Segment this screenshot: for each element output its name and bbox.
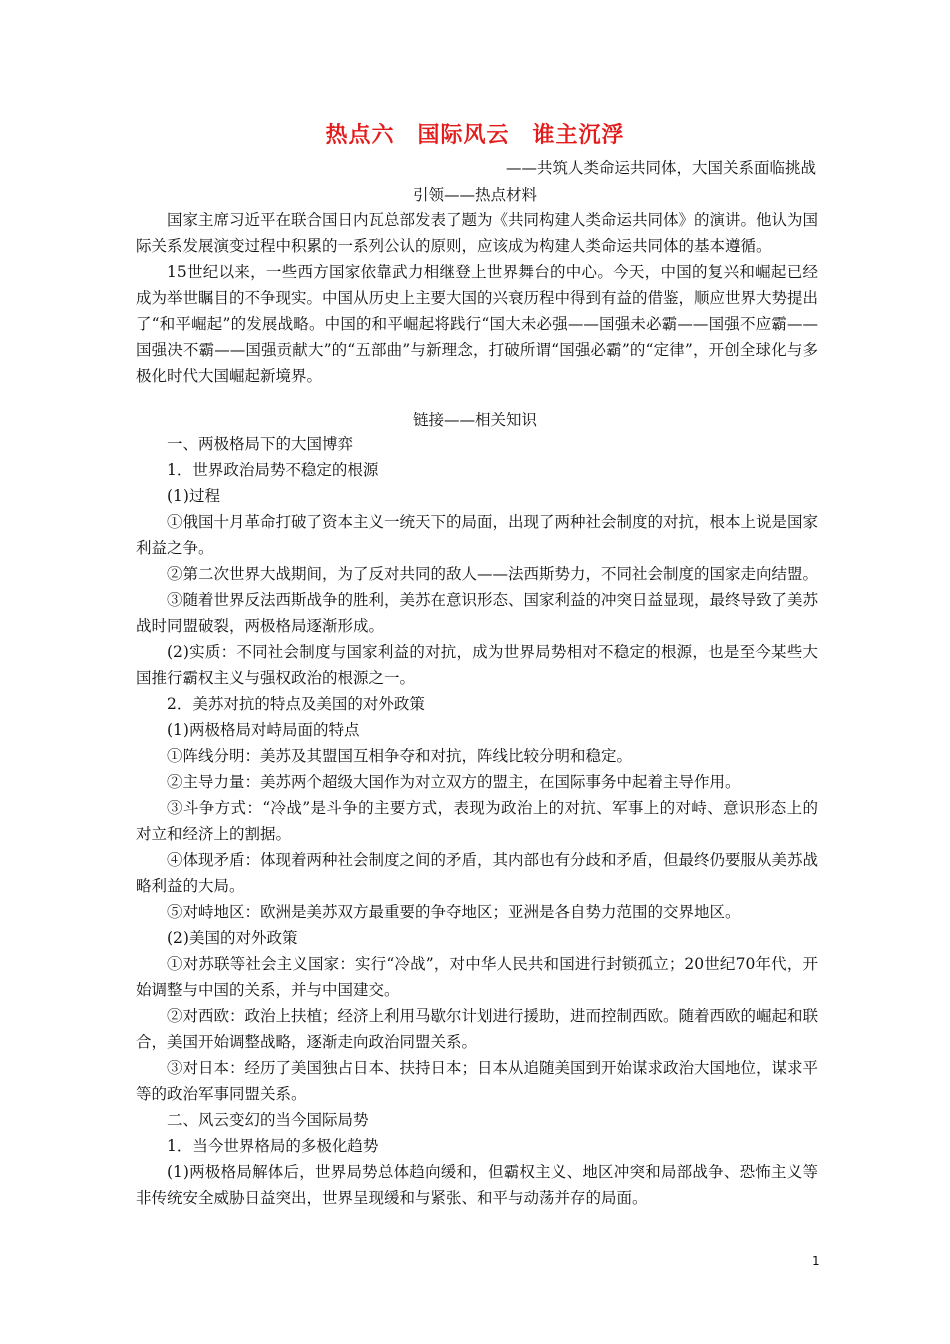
paragraph: (2)实质：不同社会制度与国家利益的对抗，成为世界局势相对不稳定的根源，也是至今某些大国推行霸权主义与强权政治的根源之一。 <box>136 643 818 687</box>
heading-level2: 1．当今世界格局的多极化趋势 <box>167 1137 379 1155</box>
paragraph: ②第二次世界大战期间，为了反对共同的敌人——法西斯势力，不同社会制度的国家走向结盟。 <box>167 565 819 583</box>
paragraph: ④体现矛盾：体现着两种社会制度之间的矛盾，其内部也有分歧和矛盾，但最终仍要服从美苏战略利益的大局。 <box>136 851 819 895</box>
paragraph: (1)两极格局解体后，世界局势总体趋向缓和，但霸权主义、地区冲突和局部战争、恐怖主义等非传统安全威胁日益突出，世界呈现缓和与紧张、和平与动荡并存的局面。 <box>136 1163 818 1207</box>
materials-body <box>136 207 818 389</box>
paragraph: ②主导力量：美苏两个超级大国作为对立双方的盟主，在国际事务中起着主导作用。 <box>167 773 741 791</box>
heading-level3: (1)两极格局对峙局面的特点 <box>167 721 360 739</box>
heading-level2: 1．世界政治局势不稳定的根源 <box>167 461 379 479</box>
heading-level1: 二、风云变幻的当今国际局势 <box>167 1111 369 1129</box>
paragraph: ①对苏联等社会主义国家：实行“冷战”，对中华人民共和国进行封锁孤立；20世纪70年代，开始调整与中国的关系，并与中国建交。 <box>136 955 818 999</box>
document-subtitle: ——共筑人类命运共同体，大国关系面临挑战 <box>505 159 816 177</box>
paragraph: 国家主席习近平在联合国日内瓦总部发表了题为《共同构建人类命运共同体》的演讲。他认为国际关系发展演变过程中积累的一系列公认的原则，应该成为构建人类命运共同体的基本遵循。 <box>136 211 819 255</box>
paragraph: 15世纪以来，一些西方国家依靠武力相继登上世界舞台的中心。今天，中国的复兴和崛起已经成为举世瞩目的不争现实。中国从历史上主要大国的兴衰历程中得到有益的借鉴，顺应世界大势提出了“和平崛起”的发展战略。中国的和平崛起将践行“国大未必强——国强未必霸——国强不应霸——国强决不霸——国强贡献大”的“五部曲”与新理念，打破所谓“国强必霸”的“定律”，开创全球化与多极化时代大国崛起新境界。 <box>136 263 819 385</box>
heading-level3: (2)美国的对外政策 <box>167 929 298 947</box>
paragraph: ③随着世界反法西斯战争的胜利，美苏在意识形态、国家利益的冲突日益显现，最终导致了美苏战时同盟破裂，两极格局逐渐形成。 <box>136 591 819 635</box>
heading-level1: 一、两极格局下的大国博弈 <box>167 435 354 453</box>
paragraph: ③斗争方式：“冷战”是斗争的主要方式，表现为政治上的对抗、军事上的对峙、意识形态上的对立和经济上的割据。 <box>136 799 818 843</box>
document-title: 热点六 国际风云 谁主沉浮 <box>325 123 625 148</box>
paragraph: ⑤对峙地区：欧洲是美苏双方最重要的争夺地区；亚洲是各自势力范围的交界地区。 <box>167 903 741 921</box>
heading-level3: (1)过程 <box>167 487 220 505</box>
paragraph: ①俄国十月革命打破了资本主义一统天下的局面，出现了两种社会制度的对抗，根本上说是国家利益之争。 <box>136 513 819 557</box>
paragraph: ②对西欧：政治上扶植；经济上利用马歇尔计划进行援助，进而控制西欧。随着西欧的崛起和联合，美国开始调整战略，逐渐走向政治同盟关系。 <box>136 1007 819 1051</box>
page-number: 1 <box>812 1254 820 1268</box>
section-heading-knowledge: 链接——相关知识 <box>412 411 537 429</box>
heading-level2: 2．美苏对抗的特点及美国的对外政策 <box>167 695 425 713</box>
section-heading-materials: 引领——热点材料 <box>412 186 537 204</box>
paragraph: ③对日本：经历了美国独占日本、扶持日本；日本从追随美国到开始谋求政治大国地位，谋求平等的政治军事同盟关系。 <box>136 1059 819 1103</box>
knowledge-body <box>136 431 818 1211</box>
paragraph: ①阵线分明：美苏及其盟国互相争夺和对抗，阵线比较分明和稳定。 <box>167 747 633 765</box>
